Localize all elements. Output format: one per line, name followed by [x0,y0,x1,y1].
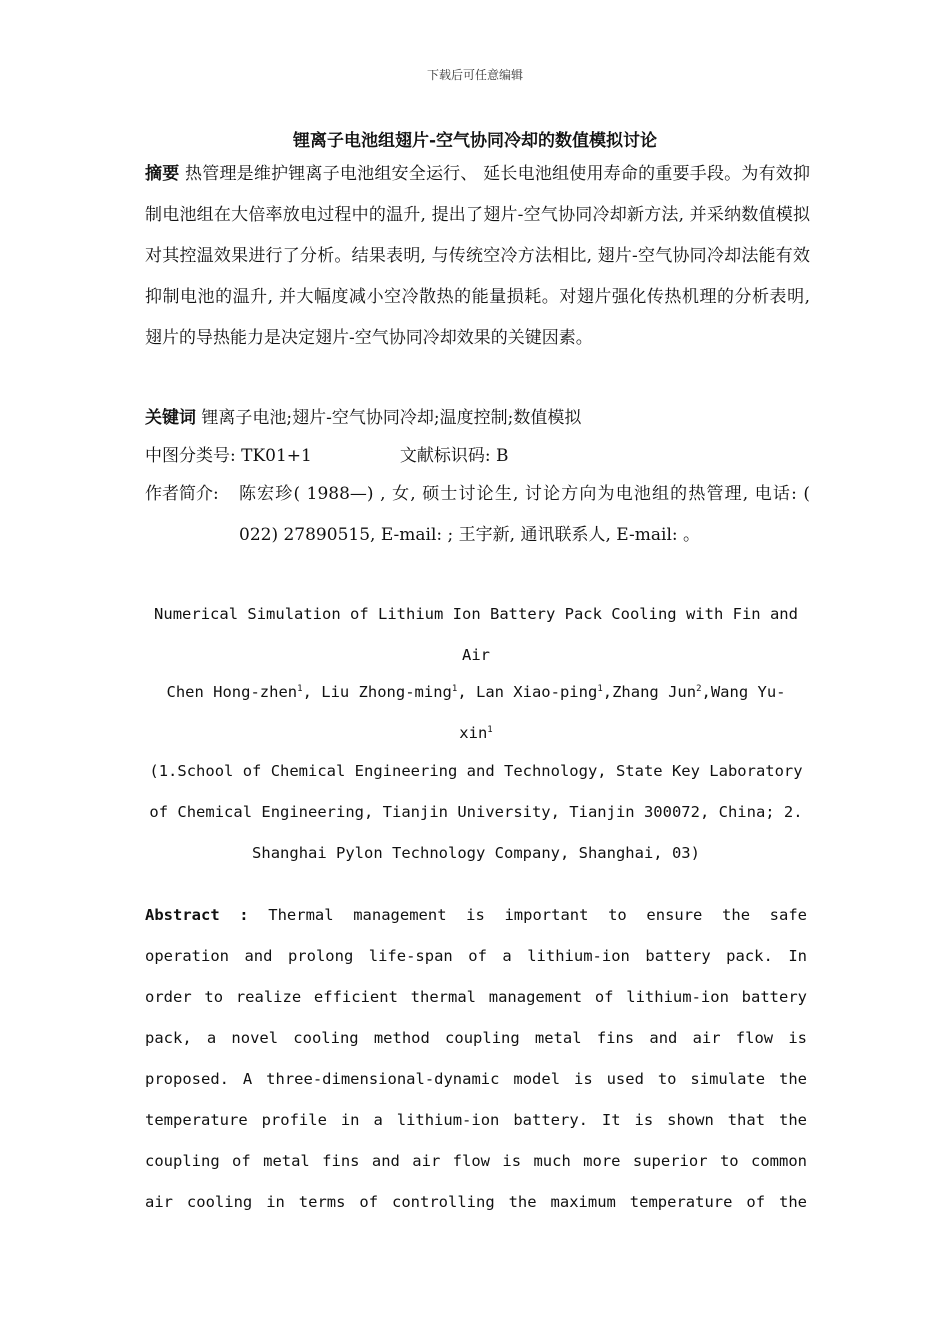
document-code: 文献标识码: B [399,446,509,466]
abstract-cn-text: 热管理是维护锂离子电池组安全运行、 延长电池组使用寿命的重要手段。为有效抑制电池组在大倍率放电过程中的温升, 提出了翅片-空气协同冷却新方法, 并采纳数值模拟对其控温效果进行了分析。结果表明, 与传统空冷方法相比, 翅片-空气协同冷却法能有效抑制电池的温升, 并大幅度减小空冷散热的能量损耗。对翅片强化传热机理的分析表明, 翅片的导热能力是决定翅片-空气协同冷却效果的关键因素。 [145,164,810,348]
header-note: 下载后可任意编辑 [426,68,523,82]
abstract-cn [145,154,810,359]
author-intro-text: 陈宏珍( 1988—) , 女, 硕士讨论生, 讨论方向为电池组的热管理, 电话: ( 022) 27890515, E-mail: ; 王宇新, 通讯联系人, E-mail: 。 [239,484,810,545]
author-affiliation-mark: 1 [297,683,303,694]
author-name: Chen Hong-zhen [166,683,298,701]
abstract-en-label: Abstract : [145,906,249,924]
author-separator: , [602,683,613,701]
author-name: Lan Xiao-ping [475,683,598,701]
author-name: Zhang Jun [612,683,697,701]
author-separator: , [701,683,711,701]
author-affiliation-mark: 2 [696,683,702,694]
english-title: Numerical Simulation of Lithium Ion Battery Pack Cooling with Fin and Air [154,605,798,664]
author-affiliation-mark: 1 [597,683,603,694]
author-affiliation-mark: 1 [451,683,458,694]
abstract-en [145,895,807,1223]
english-authors [145,672,807,754]
page-title: 锂离子电池组翅片-空气协同冷却的数值模拟讨论 [292,131,658,151]
keywords-text: 锂离子电池;翅片-空气协同冷却;温度控制;数值模拟 [196,408,582,428]
author-name: Wang Yu-xin [459,683,786,742]
english-affiliation: (1.School of Chemical Engineering and Technology, State Key Laboratory of Chemical Engineering, Tianjin University, Tianjin 300072, China; 2. Shanghai Pylon Technology Company, Shanghai, 03) [149,762,803,862]
abstract-en-text: Thermal management is important to ensure the safe operation and prolong life-span of a lithium-ion battery pack. In order to realize efficient thermal management of lithium-ion battery pack, a novel cooling method coupling metal fins and air flow is proposed. A three-dimensional-dynamic model is used to simulate the temperature profile in a lithium-ion battery. It is shown that the coupling of metal fins and air flow is much more superior to common air cooling in terms of controlling the maximum temperature of the [145,906,807,1211]
author-affiliation-mark: 1 [487,724,493,735]
clc-number: 中图分类号: TK01+1 [145,446,312,466]
author-separator: , [302,683,322,701]
keywords-label: 关键词 [145,408,196,428]
author-separator: , [457,683,476,701]
author-intro-label: 作者简介: [145,484,219,504]
author-name: Liu Zhong-ming [321,683,452,701]
abstract-cn-label: 摘要 [145,164,180,184]
keywords [145,398,810,439]
classification-line [145,436,810,477]
